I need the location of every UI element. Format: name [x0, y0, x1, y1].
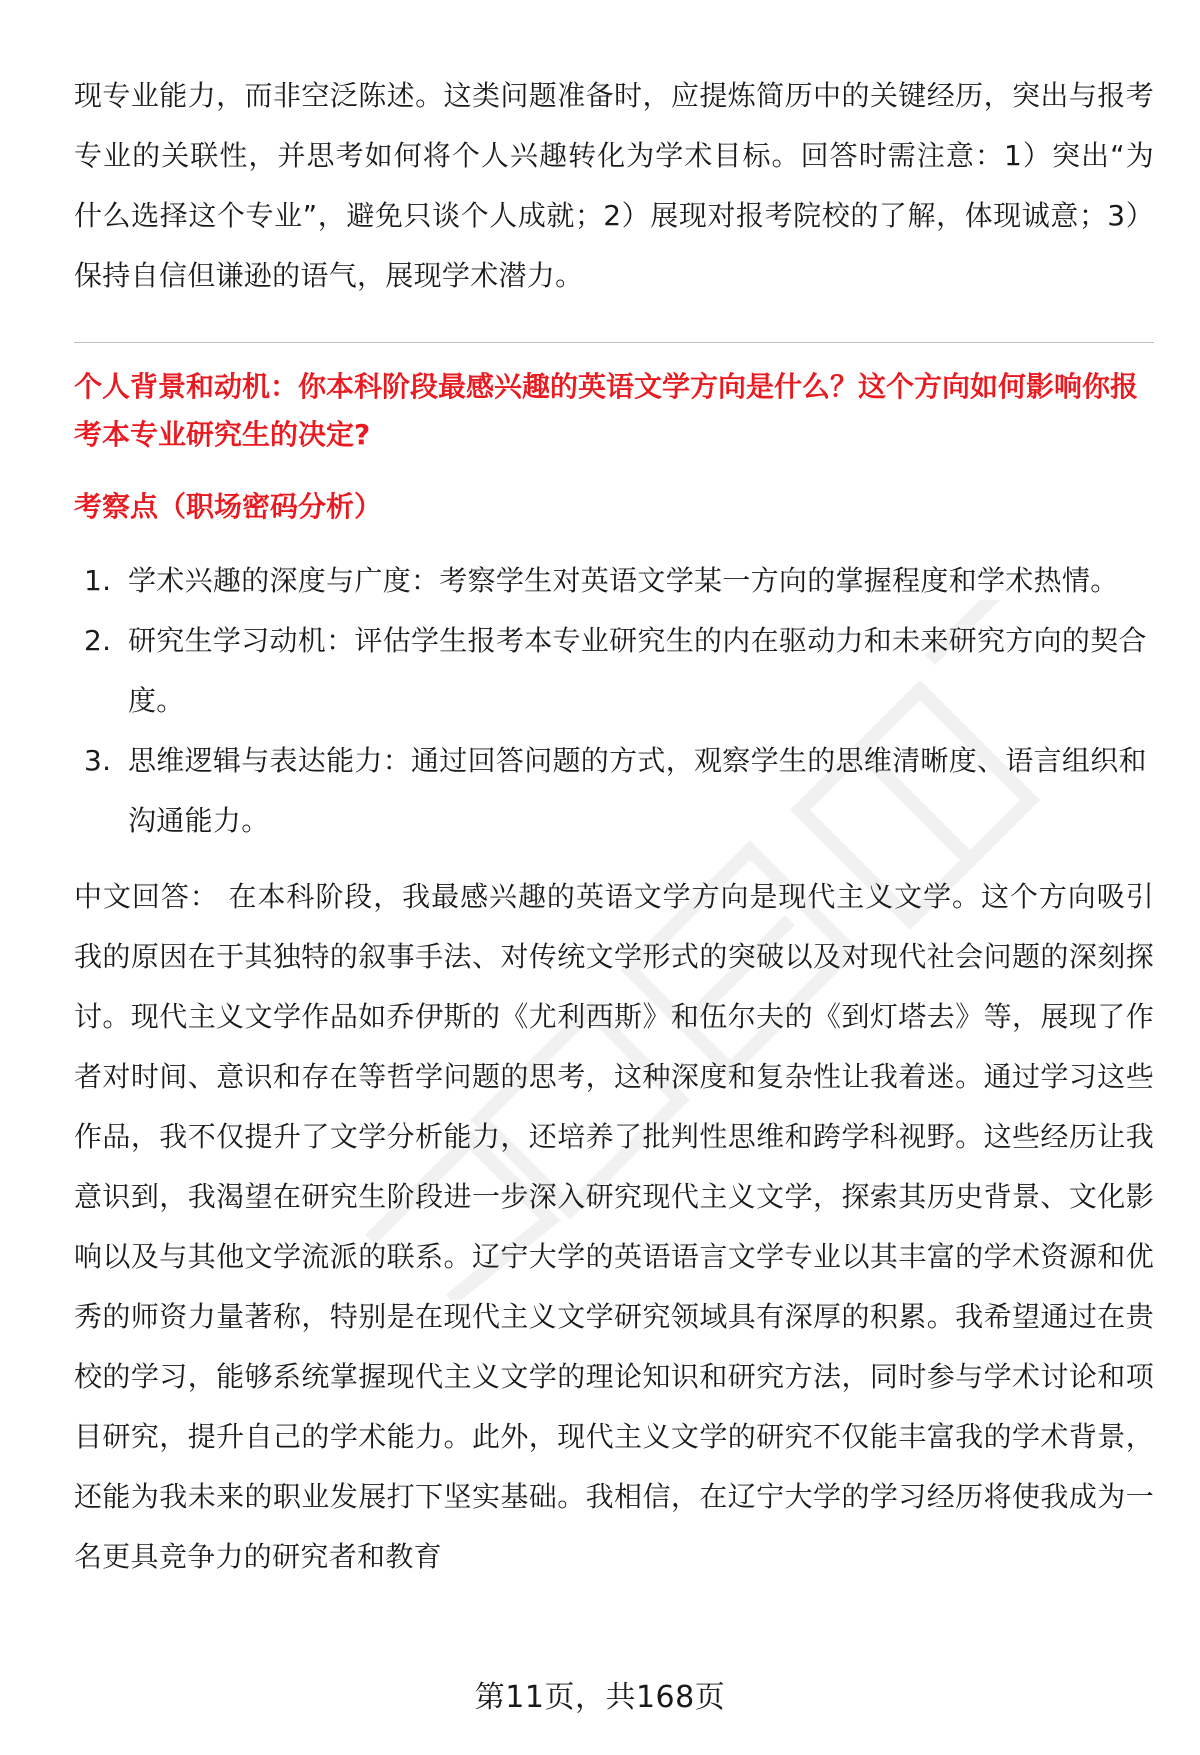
- list-item-number: 1.: [84, 564, 112, 597]
- list-item-number: 3.: [84, 744, 112, 777]
- intro-paragraph: 现专业能力，而非空泛陈述。这类问题准备时，应提炼简历中的关键经历，突出与报考专业的关联性，并思考如何将个人兴趣转化为学术目标。回答时需注意：1）突出“为什么选择这个专业”，避免只谈个人成就；2）展现对报考院校的了解，体现诚意；3）保持自信但谦逊的语气，展现学术潜力。: [74, 79, 1154, 292]
- analysis-section-title: 考察点（职场密码分析）: [74, 490, 383, 523]
- list-item-text: 研究生学习动机：评估学生报考本专业研究生的内在驱动力和未来研究方向的契合度。: [128, 624, 1147, 717]
- list-item: [74, 731, 1154, 851]
- list-item-text: 学术兴趣的深度与广度：考察学生对英语文学某一方向的掌握程度和学术热情。: [128, 564, 1119, 597]
- list-item: [74, 551, 1154, 611]
- list-item-number: 2.: [84, 624, 112, 657]
- section-divider: [74, 342, 1154, 343]
- list-item: [74, 611, 1154, 731]
- page-footer: 第11页，共168页: [474, 1680, 726, 1715]
- question-heading: 个人背景和动机：你本科阶段最感兴趣的英语文学方向是什么？这个方向如何影响你报考本专业研究生的决定?: [74, 370, 1139, 451]
- analysis-points-list: [74, 551, 1154, 851]
- list-item-text: 思维逻辑与表达能力：通过回答问题的方式，观察学生的思维清晰度、语言组织和沟通能力。: [128, 744, 1147, 837]
- main-content: [74, 66, 1154, 1587]
- answer-paragraph: 中文回答： 在本科阶段，我最感兴趣的英语文学方向是现代主义文学。这个方向吸引我的原因在于其独特的叙事手法、对传统文学形式的突破以及对现代社会问题的深刻探讨。现代主义文学作品如乔伊斯的《尤利西斯》和伍尔夫的《到灯塔去》等，展现了作者对时间、意识和存在等哲学问题的思考，这种深度和复杂性让我着迷。通过学习这些作品，我不仅提升了文学分析能力，还培养了批判性思维和跨学科视野。这些经历让我意识到，我渴望在研究生阶段进一步深入研究现代主义文学，探索其历史背景、文化影响以及与其他文学流派的联系。辽宁大学的英语语言文学专业以其丰富的学术资源和优秀的师资力量著称，特别是在现代主义文学研究领域具有深厚的积累。我希望通过在贵校的学习，能够系统掌握现代主义文学的理论知识和研究方法，同时参与学术讨论和项目研究，提升自己的学术能力。此外，现代主义文学的研究不仅能丰富我的学术背景，还能为我未来的职业发展打下坚实基础。我相信，在辽宁大学的学习经历将使我成为一名更具竞争力的研究者和教育: [74, 880, 1154, 1573]
